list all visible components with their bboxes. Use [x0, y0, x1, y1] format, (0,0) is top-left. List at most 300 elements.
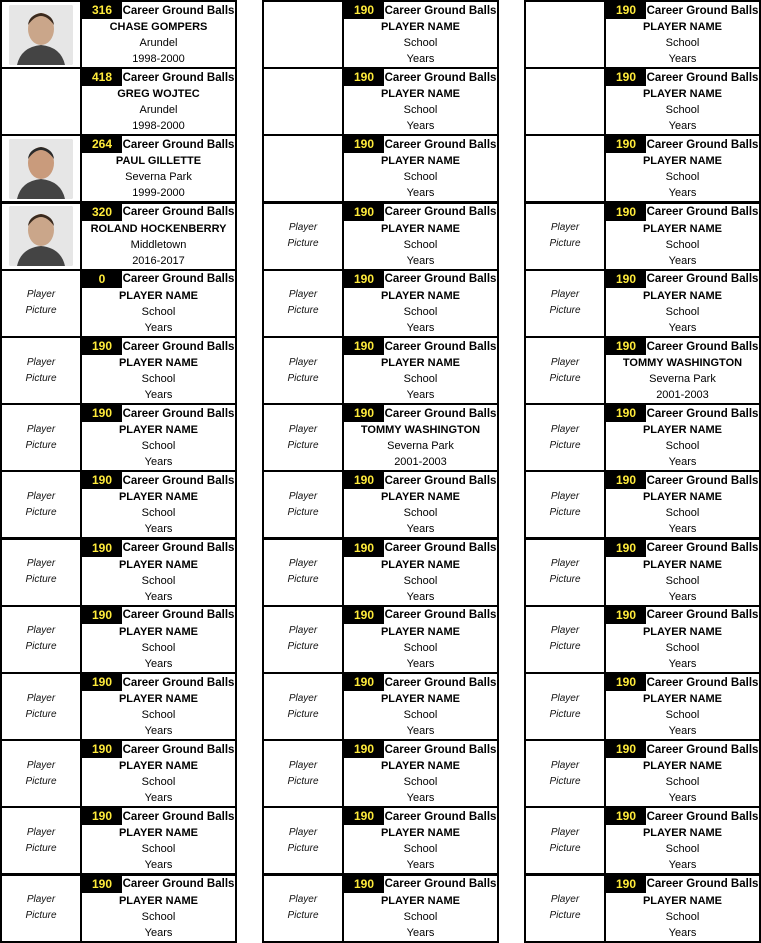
player-name: PLAYER NAME — [118, 558, 199, 571]
stat-label: Career Ground Balls — [384, 878, 497, 891]
picture-placeholder-line1: Player — [550, 558, 580, 570]
player-picture-box — [2, 405, 82, 470]
player-info — [344, 136, 497, 201]
player-years: Years — [668, 120, 697, 133]
player-name: PLAYER NAME — [380, 760, 461, 773]
stat-label: Career Ground Balls — [646, 340, 759, 353]
player-picture-box — [264, 338, 344, 403]
stat-value-badge: 190 — [606, 674, 646, 691]
player-info — [606, 808, 759, 873]
stat-label: Career Ground Balls — [646, 542, 759, 555]
player-info — [606, 741, 759, 806]
picture-placeholder-line2: Picture — [287, 506, 319, 518]
player-years: Years — [144, 657, 173, 670]
player-info — [82, 271, 235, 336]
player-card — [262, 403, 499, 472]
player-school: School — [403, 574, 438, 587]
player-picture-box — [264, 271, 344, 336]
player-years: Years — [406, 657, 435, 670]
stat-value-badge: 190 — [606, 69, 646, 86]
player-picture-box — [526, 338, 606, 403]
player-card — [524, 806, 761, 875]
player-card — [0, 806, 237, 875]
picture-placeholder-line1: Player — [288, 759, 318, 771]
picture-placeholder-line2: Picture — [287, 372, 319, 384]
player-picture-box — [526, 69, 606, 134]
picture-placeholder-line1: Player — [26, 759, 56, 771]
player-years: 1999-2000 — [132, 187, 185, 200]
player-years: Years — [406, 859, 435, 872]
player-school: School — [403, 776, 438, 789]
player-school: Arundel — [139, 37, 178, 49]
player-name: PLAYER NAME — [118, 491, 199, 504]
player-picture-box — [2, 674, 82, 739]
player-name: PLAYER NAME — [118, 827, 199, 840]
player-info — [82, 405, 235, 470]
picture-placeholder-line1: Player — [26, 289, 56, 301]
player-info — [344, 808, 497, 873]
player-info — [344, 405, 497, 470]
player-years: Years — [668, 657, 697, 670]
stat-label: Career Ground Balls — [646, 71, 759, 84]
picture-placeholder-line1: Player — [288, 423, 318, 435]
player-info — [82, 808, 235, 873]
player-school: School — [665, 709, 700, 721]
player-card — [0, 134, 237, 203]
picture-placeholder-line2: Picture — [549, 775, 581, 787]
player-card — [0, 269, 237, 338]
player-school: School — [141, 440, 176, 453]
stat-value-badge: 190 — [606, 405, 646, 422]
player-years: Years — [406, 389, 435, 401]
stat-value-badge: 190 — [606, 741, 646, 758]
player-school: Severna Park — [387, 440, 454, 453]
player-name: PLAYER NAME — [380, 693, 461, 705]
player-card — [262, 605, 499, 674]
player-school: School — [403, 910, 438, 923]
stat-value-badge: 190 — [606, 2, 646, 19]
player-name: PLAYER NAME — [118, 424, 199, 437]
player-school: School — [665, 843, 700, 856]
picture-placeholder-line1: Player — [288, 625, 318, 637]
player-school: School — [141, 776, 176, 789]
card-column — [524, 0, 761, 943]
stat-value-badge: 320 — [82, 204, 122, 221]
player-picture-box — [2, 808, 82, 873]
player-years: Years — [406, 120, 435, 133]
picture-placeholder-line2: Picture — [25, 439, 57, 451]
stat-label: Career Ground Balls — [646, 4, 759, 17]
stat-label: Career Ground Balls — [122, 138, 235, 151]
stat-value-badge: 190 — [606, 876, 646, 893]
stat-label: Career Ground Balls — [122, 810, 235, 823]
player-name: PLAYER NAME — [380, 21, 461, 33]
player-card — [524, 202, 761, 271]
player-card — [0, 672, 237, 741]
player-name: PLAYER NAME — [380, 222, 461, 235]
picture-placeholder-line2: Picture — [549, 439, 581, 451]
player-name: PLAYER NAME — [118, 693, 199, 705]
player-school: School — [665, 507, 700, 520]
stat-label: Career Ground Balls — [646, 407, 759, 420]
player-card — [0, 0, 237, 69]
player-name: PLAYER NAME — [642, 693, 723, 705]
stat-value-badge: 190 — [82, 607, 122, 624]
player-card — [524, 403, 761, 472]
player-school: School — [665, 37, 700, 49]
stat-label: Career Ground Balls — [122, 474, 235, 487]
player-years: 2016-2017 — [132, 254, 185, 267]
stat-label: Career Ground Balls — [122, 407, 235, 420]
stat-value-badge: 190 — [606, 472, 646, 489]
player-picture-box — [526, 876, 606, 941]
player-picture-box — [2, 204, 82, 269]
picture-placeholder-line1: Player — [288, 558, 318, 570]
player-name: PLAYER NAME — [380, 491, 461, 504]
player-picture-box — [526, 808, 606, 873]
player-info — [606, 540, 759, 605]
picture-placeholder-line2: Picture — [25, 910, 57, 922]
player-picture-box — [264, 69, 344, 134]
stat-value-badge: 190 — [344, 2, 384, 19]
player-info — [344, 271, 497, 336]
picture-placeholder-line1: Player — [550, 356, 580, 368]
player-info — [344, 204, 497, 269]
player-picture-box — [2, 136, 82, 201]
player-years: 1998-2000 — [132, 53, 185, 65]
player-years: Years — [144, 389, 173, 401]
stat-value-badge: 264 — [82, 136, 122, 153]
player-years: Years — [406, 590, 435, 603]
player-picture-box — [2, 540, 82, 605]
picture-placeholder-line1: Player — [26, 490, 56, 502]
player-info — [344, 2, 497, 67]
player-picture-box — [2, 741, 82, 806]
picture-placeholder-line2: Picture — [25, 842, 57, 854]
player-picture-box — [2, 876, 82, 941]
player-school: School — [141, 574, 176, 587]
picture-placeholder-line2: Picture — [287, 842, 319, 854]
player-name: PLAYER NAME — [642, 760, 723, 773]
player-years: Years — [668, 926, 697, 939]
player-info — [344, 472, 497, 537]
player-info — [82, 204, 235, 269]
picture-placeholder-line2: Picture — [549, 910, 581, 922]
player-years: Years — [406, 792, 435, 805]
stat-value-badge: 190 — [82, 540, 122, 557]
picture-placeholder-line2: Picture — [287, 910, 319, 922]
stat-label: Career Ground Balls — [646, 676, 759, 689]
stat-label: Career Ground Balls — [122, 273, 235, 286]
picture-placeholder-line2: Picture — [287, 574, 319, 586]
player-school: School — [403, 305, 438, 318]
player-name: PLAYER NAME — [642, 88, 723, 101]
stat-label: Career Ground Balls — [122, 542, 235, 555]
stat-value-badge: 190 — [344, 204, 384, 221]
player-photo — [9, 5, 73, 65]
player-name: PLAYER NAME — [380, 827, 461, 840]
stat-label: Career Ground Balls — [646, 474, 759, 487]
player-name: PLAYER NAME — [380, 88, 461, 101]
player-picture-box — [2, 472, 82, 537]
player-picture-box — [526, 607, 606, 672]
picture-placeholder-line2: Picture — [25, 708, 57, 720]
player-info — [344, 741, 497, 806]
stat-label: Career Ground Balls — [122, 676, 235, 689]
player-info — [344, 540, 497, 605]
picture-placeholder-line2: Picture — [25, 775, 57, 787]
player-school: School — [403, 843, 438, 856]
player-name: PLAYER NAME — [380, 558, 461, 571]
stat-label: Career Ground Balls — [646, 138, 759, 151]
player-years: Years — [406, 926, 435, 939]
player-name: PLAYER NAME — [380, 289, 461, 302]
player-name: GREG WOJTEC — [117, 88, 200, 101]
player-info — [606, 271, 759, 336]
player-picture-box — [526, 540, 606, 605]
picture-placeholder-line1: Player — [288, 490, 318, 502]
player-picture-box — [264, 808, 344, 873]
player-card — [524, 134, 761, 203]
picture-placeholder-line2: Picture — [549, 842, 581, 854]
player-card — [524, 336, 761, 405]
stat-value-badge: 190 — [344, 741, 384, 758]
player-school: School — [665, 238, 700, 251]
player-info — [82, 472, 235, 537]
stat-value-badge: 316 — [82, 2, 122, 19]
picture-placeholder-line2: Picture — [287, 305, 319, 317]
picture-placeholder-line1: Player — [26, 558, 56, 570]
player-card — [524, 605, 761, 674]
stat-label: Career Ground Balls — [384, 4, 497, 17]
stat-value-badge: 190 — [344, 540, 384, 557]
stat-label: Career Ground Balls — [646, 743, 759, 756]
stat-label: Career Ground Balls — [646, 810, 759, 823]
stat-label: Career Ground Balls — [384, 340, 497, 353]
player-info — [344, 876, 497, 941]
player-info — [344, 607, 497, 672]
player-years: Years — [144, 321, 173, 334]
player-card — [0, 202, 237, 271]
stat-value-badge: 190 — [606, 271, 646, 288]
player-picture-box — [264, 405, 344, 470]
picture-placeholder-line2: Picture — [287, 775, 319, 787]
player-years: Years — [406, 523, 435, 536]
player-school: School — [141, 373, 176, 385]
stat-value-badge: 190 — [344, 472, 384, 489]
player-years: Years — [144, 725, 173, 737]
player-name: TOMMY WASHINGTON — [622, 357, 743, 369]
player-info — [344, 338, 497, 403]
player-school: School — [403, 709, 438, 721]
picture-placeholder-line1: Player — [550, 289, 580, 301]
player-card — [262, 739, 499, 808]
player-years: Years — [668, 254, 697, 267]
picture-placeholder-line1: Player — [550, 759, 580, 771]
player-picture-box — [264, 2, 344, 67]
player-info — [606, 405, 759, 470]
player-card — [262, 672, 499, 741]
card-column — [262, 0, 499, 943]
player-school: School — [141, 843, 176, 856]
stat-value-badge: 190 — [606, 136, 646, 153]
player-info — [82, 540, 235, 605]
picture-placeholder-line1: Player — [288, 222, 318, 234]
player-name: PLAYER NAME — [642, 21, 723, 33]
stat-value-badge: 418 — [82, 69, 122, 86]
player-years: Years — [406, 321, 435, 334]
player-school: School — [141, 709, 176, 721]
player-name: PLAYER NAME — [380, 625, 461, 638]
player-name: PLAYER NAME — [118, 894, 199, 907]
player-years: 2001-2003 — [656, 389, 709, 401]
stat-label: Career Ground Balls — [122, 340, 235, 353]
player-card — [524, 874, 761, 943]
picture-placeholder-line2: Picture — [25, 372, 57, 384]
stat-value-badge: 190 — [606, 204, 646, 221]
picture-placeholder-line1: Player — [26, 423, 56, 435]
picture-placeholder-line2: Picture — [549, 238, 581, 250]
player-info — [606, 674, 759, 739]
player-card — [524, 0, 761, 69]
player-info — [82, 674, 235, 739]
stat-label: Career Ground Balls — [384, 609, 497, 622]
player-picture-box — [264, 876, 344, 941]
stat-label: Career Ground Balls — [384, 407, 497, 420]
picture-placeholder-line2: Picture — [287, 238, 319, 250]
stat-value-badge: 0 — [82, 271, 122, 288]
player-years: Years — [144, 590, 173, 603]
player-info — [82, 607, 235, 672]
stat-label: Career Ground Balls — [122, 743, 235, 756]
player-card — [262, 202, 499, 271]
stat-value-badge: 190 — [606, 540, 646, 557]
player-years: Years — [668, 187, 697, 200]
picture-placeholder-line1: Player — [288, 356, 318, 368]
player-school: School — [665, 305, 700, 318]
player-info — [606, 472, 759, 537]
picture-placeholder-line1: Player — [26, 826, 56, 838]
player-picture-box — [264, 741, 344, 806]
player-picture-box — [2, 271, 82, 336]
player-name: PLAYER NAME — [642, 222, 723, 235]
player-card — [0, 403, 237, 472]
player-picture-box — [526, 674, 606, 739]
player-name: PLAYER NAME — [642, 289, 723, 302]
picture-placeholder-line2: Picture — [549, 305, 581, 317]
picture-placeholder-line1: Player — [288, 894, 318, 906]
player-years: Years — [668, 590, 697, 603]
player-name: PLAYER NAME — [380, 357, 461, 369]
player-years: Years — [406, 187, 435, 200]
player-info — [344, 69, 497, 134]
stat-label: Career Ground Balls — [646, 878, 759, 891]
picture-placeholder-line1: Player — [26, 625, 56, 637]
picture-placeholder-line1: Player — [550, 894, 580, 906]
player-card — [262, 336, 499, 405]
picture-placeholder-line2: Picture — [549, 641, 581, 653]
player-name: PLAYER NAME — [642, 894, 723, 907]
picture-placeholder-line2: Picture — [549, 506, 581, 518]
stat-value-badge: 190 — [344, 607, 384, 624]
player-info — [606, 2, 759, 67]
player-card — [262, 0, 499, 69]
player-card — [524, 739, 761, 808]
stat-value-badge: 190 — [344, 876, 384, 893]
player-school: Middletown — [130, 238, 187, 251]
picture-placeholder-line1: Player — [288, 289, 318, 301]
player-name: PLAYER NAME — [118, 357, 199, 369]
player-picture-box — [526, 2, 606, 67]
player-picture-box — [264, 136, 344, 201]
stat-label: Career Ground Balls — [646, 609, 759, 622]
player-picture-box — [526, 271, 606, 336]
stat-value-badge: 190 — [606, 808, 646, 825]
stat-value-badge: 190 — [344, 136, 384, 153]
player-school: School — [141, 305, 176, 318]
player-info — [82, 136, 235, 201]
card-column — [0, 0, 237, 943]
player-card — [0, 605, 237, 674]
player-school: Severna Park — [125, 171, 192, 184]
player-photo — [9, 139, 73, 199]
stat-label: Career Ground Balls — [646, 206, 759, 219]
player-school: Severna Park — [649, 373, 716, 385]
player-school: School — [665, 171, 700, 184]
player-card — [262, 67, 499, 136]
player-info — [606, 69, 759, 134]
player-info — [606, 607, 759, 672]
player-card — [262, 538, 499, 607]
player-picture-box — [526, 204, 606, 269]
player-school: School — [665, 104, 700, 117]
stat-value-badge: 190 — [344, 271, 384, 288]
stat-label: Career Ground Balls — [384, 474, 497, 487]
player-info — [82, 876, 235, 941]
player-picture-box — [526, 405, 606, 470]
player-years: Years — [144, 926, 173, 939]
player-name: PLAYER NAME — [642, 625, 723, 638]
stat-value-badge: 190 — [344, 69, 384, 86]
player-picture-box — [526, 741, 606, 806]
player-name: PLAYER NAME — [118, 289, 199, 302]
stat-value-badge: 190 — [344, 338, 384, 355]
player-card — [262, 470, 499, 539]
player-school: School — [403, 507, 438, 520]
player-name: ROLAND HOCKENBERRY — [90, 222, 227, 235]
player-info — [606, 338, 759, 403]
picture-placeholder-line1: Player — [550, 423, 580, 435]
player-picture-box — [2, 69, 82, 134]
player-years: 2001-2003 — [394, 456, 447, 469]
player-info — [606, 876, 759, 941]
picture-placeholder-line2: Picture — [287, 708, 319, 720]
player-card — [524, 672, 761, 741]
player-picture-box — [526, 472, 606, 537]
player-school: School — [403, 641, 438, 654]
player-card — [262, 134, 499, 203]
player-school: School — [403, 373, 438, 385]
player-school: School — [141, 910, 176, 923]
stat-label: Career Ground Balls — [384, 71, 497, 84]
player-years: Years — [144, 859, 173, 872]
player-picture-box — [264, 674, 344, 739]
stat-value-badge: 190 — [606, 338, 646, 355]
player-years: Years — [668, 523, 697, 536]
player-name: PLAYER NAME — [642, 558, 723, 571]
player-years: Years — [406, 254, 435, 267]
player-name: PLAYER NAME — [642, 491, 723, 504]
